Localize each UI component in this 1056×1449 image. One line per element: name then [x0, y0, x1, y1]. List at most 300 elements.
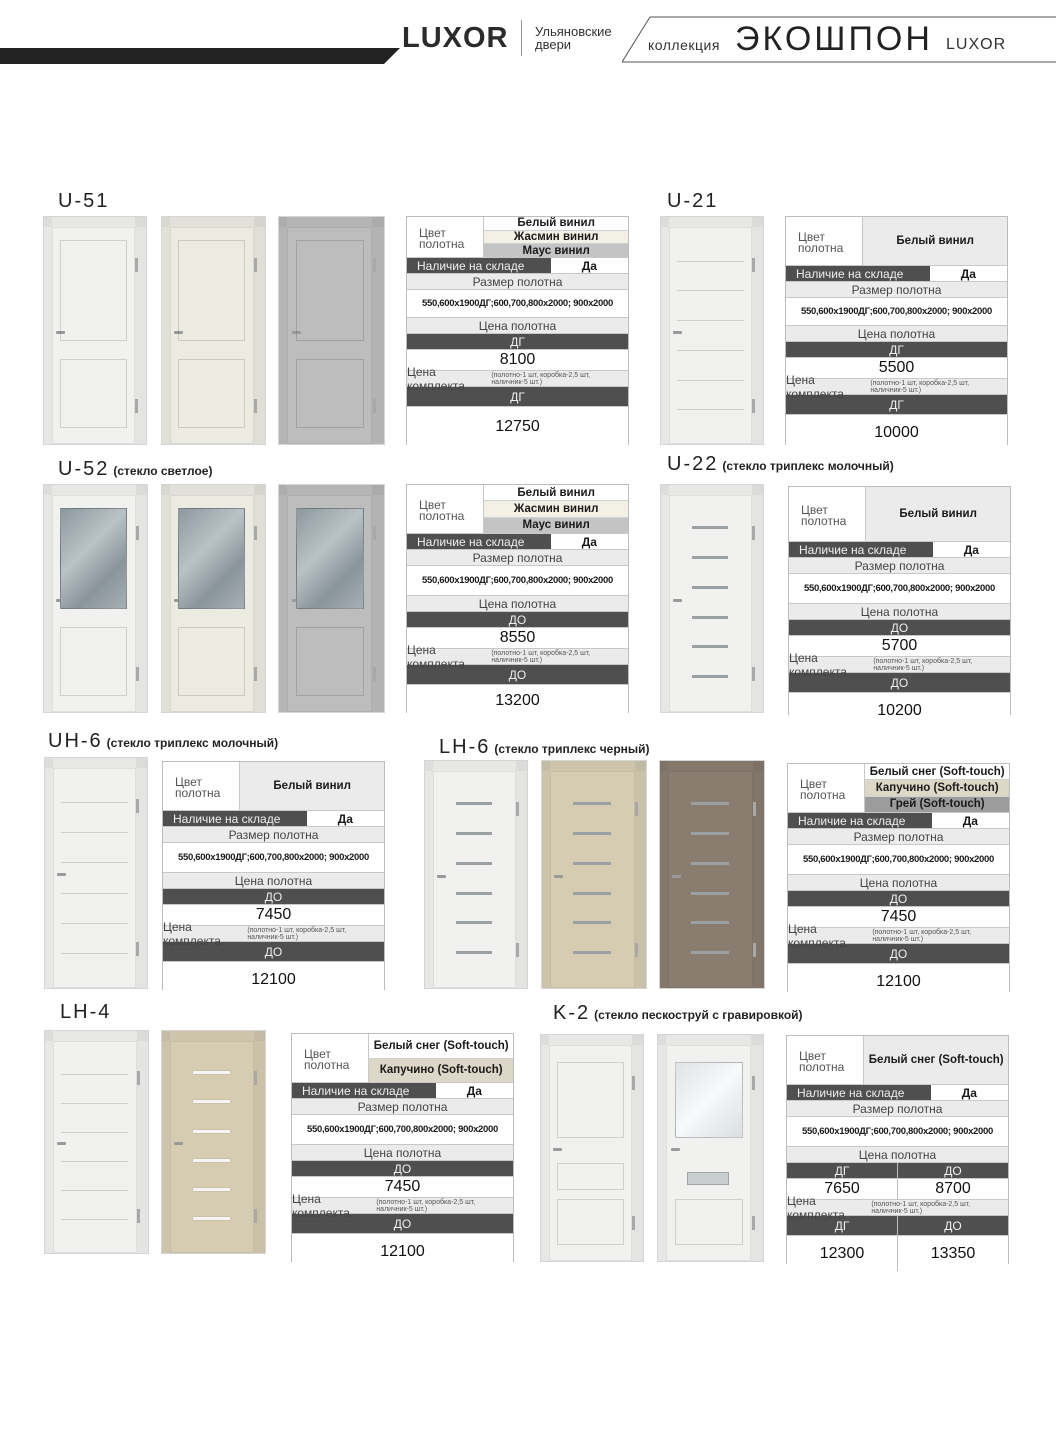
color-list	[484, 485, 628, 533]
brand-subtitle-line2: двери	[535, 37, 572, 52]
door-lintel	[45, 1031, 148, 1041]
kit-header	[407, 364, 628, 393]
door-handle-icon	[57, 873, 66, 876]
color-row	[788, 764, 1009, 812]
model-name: U-21	[667, 190, 719, 212]
door-glass-insert	[692, 526, 729, 529]
price-type-row	[163, 888, 384, 904]
door-slat	[677, 290, 743, 291]
model-title-lh4	[60, 1001, 111, 1024]
door-lintel	[661, 485, 763, 495]
door-hinge-icon	[373, 399, 376, 413]
kit-price-row	[163, 961, 384, 997]
color-list	[369, 1034, 513, 1082]
color-row	[292, 1034, 513, 1082]
door-glass-insert	[456, 862, 493, 865]
model-title-u52	[58, 458, 212, 481]
stock-value: Да	[307, 811, 384, 826]
collection-brand: LUXOR	[946, 36, 1007, 53]
door-panel	[296, 359, 364, 428]
door-hinge-icon	[373, 667, 376, 681]
spec-table	[162, 761, 385, 990]
door-glass	[675, 1062, 743, 1137]
price-type-row	[292, 1160, 513, 1176]
door-glass-insert	[573, 862, 610, 865]
collection-label: коллекция	[648, 37, 720, 53]
door-jamb	[661, 217, 669, 444]
door-image	[660, 484, 764, 713]
door-image	[161, 484, 266, 713]
stock-row	[407, 257, 628, 273]
door-lintel	[162, 485, 265, 495]
door-image	[278, 484, 385, 713]
door-glass-insert	[573, 832, 610, 835]
door-slat	[61, 802, 127, 803]
model-name: K-2	[553, 1002, 591, 1024]
door-glass-insert	[691, 832, 728, 835]
door-slat	[677, 261, 743, 262]
door-panel	[557, 1062, 623, 1137]
door-jamb	[279, 217, 287, 444]
size-header: Размер полотна	[407, 273, 628, 289]
door-glass-insert	[573, 892, 610, 895]
kit-label: Цена комплекта	[292, 1191, 350, 1220]
door-glass-insert	[456, 832, 493, 835]
door-jamb	[162, 217, 170, 444]
size-header: Размер полотна	[786, 281, 1007, 297]
color-list	[484, 217, 628, 257]
kit-label: Цена комплекта	[407, 364, 465, 393]
stock-value: Да	[436, 1083, 513, 1098]
door-type-label: ДО	[897, 1163, 1008, 1178]
door-handle-icon	[554, 875, 563, 878]
kit-label: Цена комплекта	[407, 642, 465, 671]
size-value: 550,600х1900ДГ;600,700,800х2000; 900х2000	[292, 1114, 513, 1144]
door-glass-insert	[193, 1100, 230, 1103]
door-glass-insert	[692, 586, 729, 589]
color-option: Маус винил	[484, 517, 628, 533]
stock-value: Да	[930, 266, 1007, 281]
size-value: 550,600х1900ДГ;600,700,800х2000; 900х2000	[787, 1116, 1008, 1146]
door-glass-insert	[691, 951, 728, 954]
model-name: U-51	[58, 190, 110, 212]
stock-label: Наличие на складе	[407, 534, 551, 549]
kit-note: (полотно-1 шт, коробка-2,5 шт, наличник-5 шт.)	[873, 657, 973, 672]
door-glass-insert	[691, 862, 728, 865]
color-option: Жасмин винил	[484, 230, 628, 244]
door-panel	[557, 1199, 623, 1245]
kit-price-value: 12100	[251, 970, 296, 988]
door-type-label: ДГ	[889, 342, 904, 357]
door-image	[161, 1030, 266, 1254]
stock-row	[788, 812, 1009, 828]
price-header: Цена полотна	[292, 1144, 513, 1160]
door-hinge-icon	[373, 526, 376, 540]
door-hinge-icon	[752, 1216, 755, 1230]
door-glass-insert	[456, 802, 493, 805]
door-hinge-icon	[135, 399, 138, 413]
door-slat	[61, 893, 127, 894]
door-handle-icon	[673, 331, 682, 334]
color-list	[863, 217, 1007, 265]
color-label: Цвет полотна	[407, 217, 484, 257]
stock-label: Наличие на складе	[789, 542, 933, 557]
door-handle-icon	[673, 599, 682, 602]
door-glass-insert	[193, 1130, 230, 1133]
door-lintel	[542, 761, 646, 771]
price-header: Цена полотна	[163, 872, 384, 888]
model-title-uh6	[48, 730, 278, 753]
door-image	[44, 757, 148, 989]
stock-value: Да	[931, 1085, 1008, 1100]
stock-label: Наличие на складе	[787, 1085, 931, 1100]
kit-price-value: 12300	[819, 1244, 865, 1262]
price-type-row	[787, 1162, 1008, 1178]
door-hinge-icon	[632, 1076, 635, 1090]
door-slat	[61, 1190, 128, 1191]
door-hinge-icon	[254, 667, 257, 681]
kit-label: Цена комплекта	[787, 1193, 845, 1222]
door-handle-icon	[57, 1142, 66, 1145]
kit-label: Цена комплекта	[163, 919, 221, 948]
door-slat	[677, 320, 743, 321]
door-glass-insert	[691, 921, 728, 924]
kit-label: Цена комплекта	[789, 650, 847, 679]
kit-label: Цена комплекта	[788, 921, 846, 950]
spec-table	[406, 484, 629, 713]
door-glass	[60, 508, 127, 609]
door-jamb	[44, 217, 52, 444]
door-jamb	[541, 1035, 549, 1261]
door-image	[424, 760, 528, 989]
model-name: UH-6	[48, 730, 103, 752]
door-hinge-icon	[635, 802, 638, 816]
price-type-row	[786, 341, 1007, 357]
door-jamb	[45, 1031, 53, 1253]
color-option: Белый винил	[866, 487, 1010, 541]
logo-divider	[521, 20, 522, 56]
door-type-label: ДО	[897, 1216, 1008, 1235]
price-value: 7450	[880, 908, 917, 925]
price-type-row	[407, 611, 628, 627]
kit-header	[163, 919, 384, 948]
door-lintel	[425, 761, 527, 771]
size-value: 550,600х1900ДГ;600,700,800х2000; 900х2000	[407, 289, 628, 317]
door-hinge-icon	[135, 258, 138, 272]
door-lintel	[541, 1035, 643, 1045]
door-lintel	[660, 761, 764, 771]
kit-price-row	[789, 692, 1010, 728]
price-value: 7650	[824, 1180, 860, 1197]
kit-note: (полотно-1 шт, коробка-2,5 шт, наличник-5 шт.)	[376, 1198, 476, 1213]
door-handle-icon	[672, 875, 681, 878]
door-image	[161, 216, 266, 445]
door-slat	[61, 1074, 128, 1075]
color-label: Цвет полотна	[788, 764, 865, 812]
door-hinge-icon	[516, 943, 519, 957]
color-row	[789, 487, 1010, 541]
color-option: Белый винил	[484, 217, 628, 230]
door-handle-icon	[553, 1148, 562, 1151]
stock-row	[787, 1084, 1008, 1100]
header-black-stripe	[0, 48, 400, 64]
model-note: (стекло триплекс молочный)	[106, 736, 279, 750]
color-option: Грей (Soft-touch)	[865, 796, 1009, 812]
door-hinge-icon	[516, 802, 519, 816]
stock-row	[789, 541, 1010, 557]
price-value: 5500	[878, 359, 915, 376]
model-note: (стекло светлое)	[113, 464, 213, 478]
door-glass-insert	[193, 1159, 230, 1162]
color-option: Белый снег (Soft-touch)	[864, 1036, 1008, 1084]
kit-price-row	[787, 1235, 1008, 1271]
spec-table	[291, 1033, 514, 1262]
kit-note: (полотно-1 шт, коробка-2,5 шт, наличник-5 шт.)	[491, 649, 591, 664]
price-header: Цена полотна	[407, 317, 628, 333]
door-type-label: ДО	[890, 675, 909, 690]
door-glass-insert	[692, 645, 729, 648]
color-row	[786, 217, 1007, 265]
door-jamb	[279, 485, 287, 712]
spec-table	[787, 763, 1010, 992]
model-name: LH-4	[60, 1001, 112, 1023]
door-handle-icon	[174, 1142, 183, 1145]
door-type-label: ДО	[890, 620, 909, 635]
door-type-label: ДО	[264, 889, 283, 904]
door-glass	[296, 508, 364, 609]
door-lintel	[658, 1035, 763, 1045]
door-hinge-icon	[136, 942, 139, 956]
door-panel	[60, 627, 127, 696]
kit-type-row	[787, 1215, 1008, 1235]
door-jamb	[44, 485, 52, 712]
stock-value: Да	[551, 534, 628, 549]
door-glass-insert	[573, 951, 610, 954]
door-handle-icon	[671, 1148, 680, 1151]
color-option: Белый винил	[863, 217, 1007, 265]
size-value: 550,600х1900ДГ;600,700,800х2000; 900х2000	[788, 844, 1009, 874]
size-value: 550,600х1900ДГ;600,700,800х2000; 900х2000	[407, 565, 628, 595]
kit-note: (полотно-1 шт, коробка-2,5 шт, наличник-5 шт.)	[870, 379, 970, 394]
stock-label: Наличие на складе	[788, 813, 932, 828]
door-panel	[178, 627, 245, 696]
door-slat	[61, 1219, 128, 1220]
door-type-label: ДО	[393, 1161, 412, 1176]
door-hinge-icon	[753, 802, 756, 816]
color-option: Маус винил	[484, 243, 628, 257]
price-header: Цена полотна	[407, 595, 628, 611]
color-option: Белый снег (Soft-touch)	[369, 1034, 513, 1058]
door-hinge-icon	[753, 943, 756, 957]
price-header: Цена полотна	[788, 874, 1009, 890]
door-hinge-icon	[254, 399, 257, 413]
brand-logo: LUXOR	[402, 22, 509, 54]
model-note: (стекло пескоструй с гравировкой)	[594, 1008, 803, 1022]
door-slat	[677, 350, 743, 351]
kit-price-value: 13350	[897, 1236, 1008, 1271]
size-header: Размер полотна	[163, 826, 384, 842]
door-image	[659, 760, 765, 989]
door-jamb	[542, 761, 550, 988]
door-glass-insert	[193, 1188, 230, 1191]
stock-label: Наличие на складе	[163, 811, 307, 826]
spec-table	[788, 486, 1011, 719]
kit-price-value: 12100	[876, 972, 921, 990]
kit-note: (полотно-1 шт, коробка-2,5 шт, наличник-5 шт.)	[491, 371, 591, 386]
color-option: Белый винил	[484, 485, 628, 500]
kit-header	[788, 921, 1009, 950]
kit-note: (полотно-1 шт, коробка-2,5 шт, наличник-5 шт.)	[872, 928, 972, 943]
door-glass-insert	[573, 921, 610, 924]
color-list	[864, 1036, 1008, 1084]
stock-row	[407, 533, 628, 549]
door-panel	[178, 240, 245, 341]
door-glass	[687, 1172, 729, 1186]
model-name: U-52	[58, 458, 110, 480]
kit-label: Цена комплекта	[786, 372, 844, 401]
door-glass-insert	[456, 921, 493, 924]
color-label: Цвет полотна	[292, 1034, 369, 1082]
door-image	[540, 1034, 644, 1262]
door-slat	[61, 953, 127, 954]
color-option: Белый винил	[240, 762, 384, 810]
door-slat	[61, 1132, 128, 1133]
kit-header	[789, 650, 1010, 679]
door-jamb	[660, 761, 668, 988]
door-panel	[60, 240, 126, 341]
door-type-label: ДО	[889, 946, 908, 961]
color-label: Цвет полотна	[789, 487, 866, 541]
color-option: Жасмин винил	[484, 500, 628, 516]
door-jamb	[45, 758, 53, 988]
door-lintel	[45, 758, 147, 768]
kit-price-row	[407, 684, 628, 716]
color-list	[865, 764, 1009, 812]
door-slat	[61, 862, 127, 863]
model-title-k2	[553, 1002, 803, 1025]
color-row	[407, 217, 628, 257]
kit-price-value: 10000	[874, 423, 919, 441]
door-glass-insert	[691, 802, 728, 805]
door-hinge-icon	[137, 1071, 140, 1085]
door-type-label: ДГ	[834, 1218, 850, 1233]
door-glass-insert	[456, 892, 493, 895]
kit-price-value: 12100	[380, 1242, 425, 1260]
door-hinge-icon	[373, 258, 376, 272]
price-value: 8550	[499, 629, 536, 646]
kit-header	[407, 642, 628, 671]
door-glass-insert	[691, 892, 728, 895]
door-hinge-icon	[136, 667, 139, 681]
door-glass-insert	[692, 556, 729, 559]
stock-row	[786, 265, 1007, 281]
kit-header	[292, 1191, 513, 1220]
color-option: Капучино (Soft-touch)	[369, 1058, 513, 1083]
door-lintel	[279, 485, 384, 495]
door-lintel	[279, 217, 384, 227]
door-hinge-icon	[752, 526, 755, 540]
price-header: Цена полотна	[786, 325, 1007, 341]
door-jamb	[661, 485, 669, 712]
color-list	[240, 762, 384, 810]
kit-note: (полотно-1 шт, коробка-2,5 шт, наличник-5 шт.)	[871, 1200, 971, 1215]
door-handle-icon	[437, 875, 446, 878]
model-title-u51	[58, 190, 109, 213]
price-header: Цена полотна	[787, 1146, 1008, 1162]
door-image	[44, 1030, 149, 1254]
model-name: U-22	[667, 453, 719, 475]
stock-value: Да	[551, 258, 628, 273]
spec-table	[785, 216, 1008, 445]
kit-price-value: 13200	[495, 691, 540, 709]
stock-label: Наличие на складе	[292, 1083, 436, 1098]
model-note: (стекло триплекс молочный)	[722, 459, 894, 473]
color-label: Цвет полотна	[407, 485, 484, 533]
door-type-label: ДГ	[889, 397, 904, 412]
door-image	[43, 216, 147, 445]
kit-header	[786, 372, 1007, 401]
door-hinge-icon	[752, 1076, 755, 1090]
door-glass-insert	[193, 1071, 230, 1074]
size-header: Размер полотна	[292, 1098, 513, 1114]
door-hinge-icon	[136, 526, 139, 540]
door-panel	[675, 1199, 743, 1245]
door-glass-insert	[692, 616, 729, 619]
kit-price-row	[788, 963, 1009, 999]
stock-row	[163, 810, 384, 826]
door-image	[43, 484, 148, 713]
price-value: 8700	[897, 1179, 1008, 1199]
brand-subtitle	[535, 25, 612, 51]
price-value: 7450	[384, 1178, 421, 1195]
kit-price-row	[407, 406, 628, 446]
size-header: Размер полотна	[787, 1100, 1008, 1116]
stock-value: Да	[933, 542, 1010, 557]
color-option: Капучино (Soft-touch)	[865, 779, 1009, 795]
page-header	[0, 0, 1056, 70]
door-glass-insert	[573, 802, 610, 805]
door-panel	[557, 1163, 623, 1190]
door-hinge-icon	[635, 943, 638, 957]
stock-label: Наличие на складе	[407, 258, 551, 273]
door-hinge-icon	[254, 258, 257, 272]
door-slat	[61, 832, 127, 833]
door-slat	[677, 409, 743, 410]
door-lintel	[44, 485, 147, 495]
door-type-label: ДГ	[510, 389, 525, 404]
brand-subtitle-line1: Ульяновские	[535, 24, 612, 39]
door-image	[278, 216, 385, 445]
door-lintel	[162, 1031, 265, 1041]
door-hinge-icon	[254, 1209, 257, 1223]
door-lintel	[44, 217, 146, 227]
door-image	[660, 216, 764, 445]
door-type-label: ДГ	[834, 1163, 850, 1178]
door-leaf	[53, 768, 136, 988]
kit-price-value: 10200	[877, 701, 922, 719]
door-glass-insert	[692, 675, 729, 678]
door-slat	[61, 1103, 128, 1104]
door-panel	[178, 359, 245, 428]
model-title-u21	[667, 190, 718, 213]
price-header: Цена полотна	[789, 603, 1010, 619]
door-slat	[61, 923, 127, 924]
model-name: LH-6	[439, 736, 491, 758]
door-hinge-icon	[254, 1071, 257, 1085]
price-value: 8100	[499, 351, 536, 368]
door-hinge-icon	[137, 1209, 140, 1223]
door-type-label: ДГ	[510, 334, 525, 349]
